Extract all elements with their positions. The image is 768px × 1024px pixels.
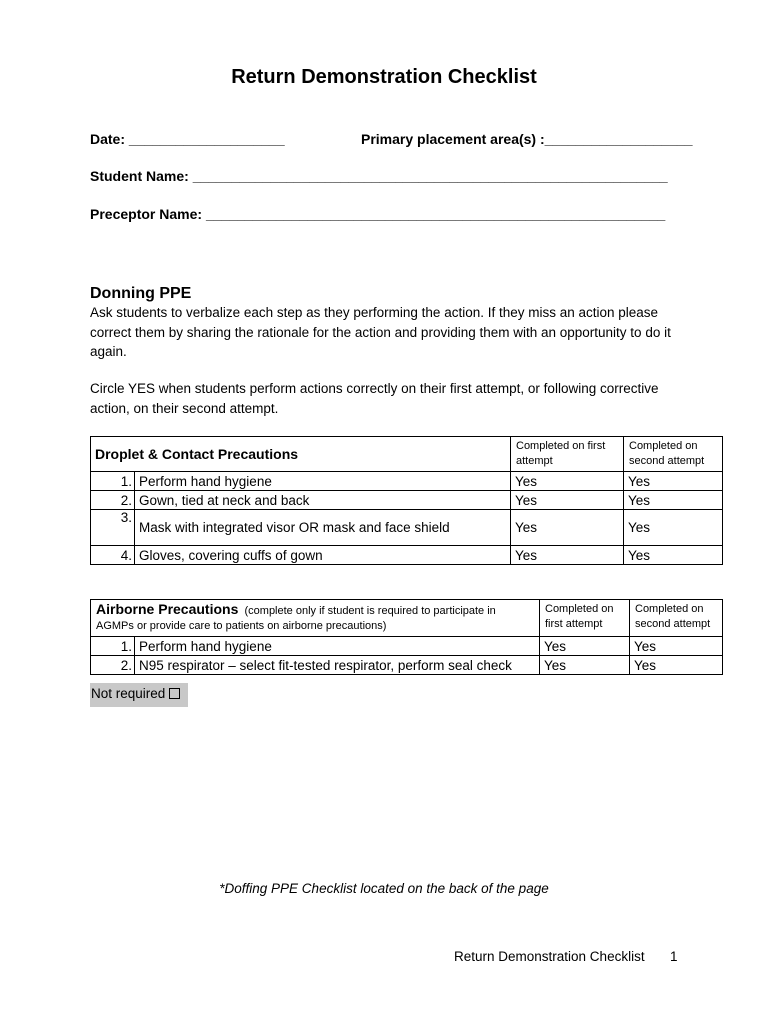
first-attempt-answer[interactable]: Yes	[540, 656, 630, 675]
instructions-paragraph: Ask students to verbalize each step as they performing the action. If they miss an action please correct them by sharing the rationale for the action and providing them with an opportunity to do it again.	[90, 305, 671, 359]
circle-note-paragraph: Circle YES when students perform actions correctly on their first attempt, or following corrective action, on their second attempt.	[90, 381, 659, 416]
airborne-header-title: Airborne Precautions	[96, 601, 239, 617]
second-attempt-answer[interactable]: Yes	[630, 656, 723, 675]
placement-label: Primary placement area(s) :	[361, 131, 545, 147]
first-attempt-answer[interactable]: Yes	[540, 637, 630, 656]
second-attempt-answer[interactable]: Yes	[624, 472, 723, 491]
column-header-second-attempt: Completed on second attempt	[630, 600, 723, 637]
first-attempt-answer[interactable]: Yes	[511, 546, 624, 565]
row-action: N95 respirator – select fit-tested respirator, perform seal check	[135, 656, 540, 675]
table-header: Droplet & Contact Precautions	[91, 437, 511, 472]
page-title: Return Demonstration Checklist	[231, 66, 537, 88]
not-required-label: Not required	[91, 686, 166, 701]
airborne-table-header	[91, 600, 540, 637]
section-heading: Donning PPE	[90, 285, 192, 302]
row-action: Gown, tied at neck and back	[135, 491, 511, 510]
row-number: 2.	[91, 491, 135, 510]
second-attempt-answer[interactable]: Yes	[630, 637, 723, 656]
column-header-first-attempt: Completed on first attempt	[540, 600, 630, 637]
date-label: Date:	[90, 131, 126, 147]
student-name-label: Student Name:	[90, 168, 189, 184]
preceptor-name-field[interactable]	[90, 206, 665, 222]
placement-field[interactable]	[361, 131, 693, 147]
doffing-note: *Doffing PPE Checklist located on the back of the page	[219, 881, 549, 896]
row-number: 1.	[91, 637, 135, 656]
row-number: 2.	[91, 656, 135, 675]
table-row	[91, 546, 723, 565]
table-row	[91, 637, 723, 656]
date-field[interactable]	[90, 131, 285, 147]
table-row	[91, 472, 723, 491]
airborne-header-note: (complete only if student is required to participate in AGMPs or provide care to patients on airborne precautions)	[96, 605, 496, 632]
row-number: 3.	[91, 510, 135, 546]
page-number: 1	[670, 949, 678, 964]
second-attempt-answer[interactable]: Yes	[624, 510, 723, 546]
placement-line: ___________________	[544, 131, 693, 147]
not-required-option[interactable]	[90, 683, 188, 707]
preceptor-name-line: ___________________________________________________________	[205, 206, 666, 222]
row-action: Mask with integrated visor OR mask and face shield	[135, 510, 511, 546]
column-header-first-attempt: Completed on first attempt	[511, 437, 624, 472]
row-number: 1.	[91, 472, 135, 491]
droplet-contact-table	[90, 436, 723, 565]
table-row	[91, 491, 723, 510]
second-attempt-answer[interactable]: Yes	[624, 546, 723, 565]
row-action: Perform hand hygiene	[135, 472, 511, 491]
second-attempt-answer[interactable]: Yes	[624, 491, 723, 510]
row-action: Perform hand hygiene	[135, 637, 540, 656]
row-action: Gloves, covering cuffs of gown	[135, 546, 511, 565]
table-row	[91, 656, 723, 675]
student-name-line: _____________________________________________________________	[192, 168, 668, 184]
date-line: ____________________	[128, 131, 285, 147]
column-header-second-attempt: Completed on second attempt	[624, 437, 723, 472]
student-name-field[interactable]	[90, 168, 668, 184]
first-attempt-answer[interactable]: Yes	[511, 510, 624, 546]
first-attempt-answer[interactable]: Yes	[511, 472, 624, 491]
table-row	[91, 510, 723, 546]
first-attempt-answer[interactable]: Yes	[511, 491, 624, 510]
airborne-table	[90, 599, 723, 675]
preceptor-name-label: Preceptor Name:	[90, 206, 203, 222]
page-footer: Return Demonstration Checklist	[454, 949, 645, 964]
row-number: 4.	[91, 546, 135, 565]
checkbox-icon[interactable]	[169, 688, 180, 699]
